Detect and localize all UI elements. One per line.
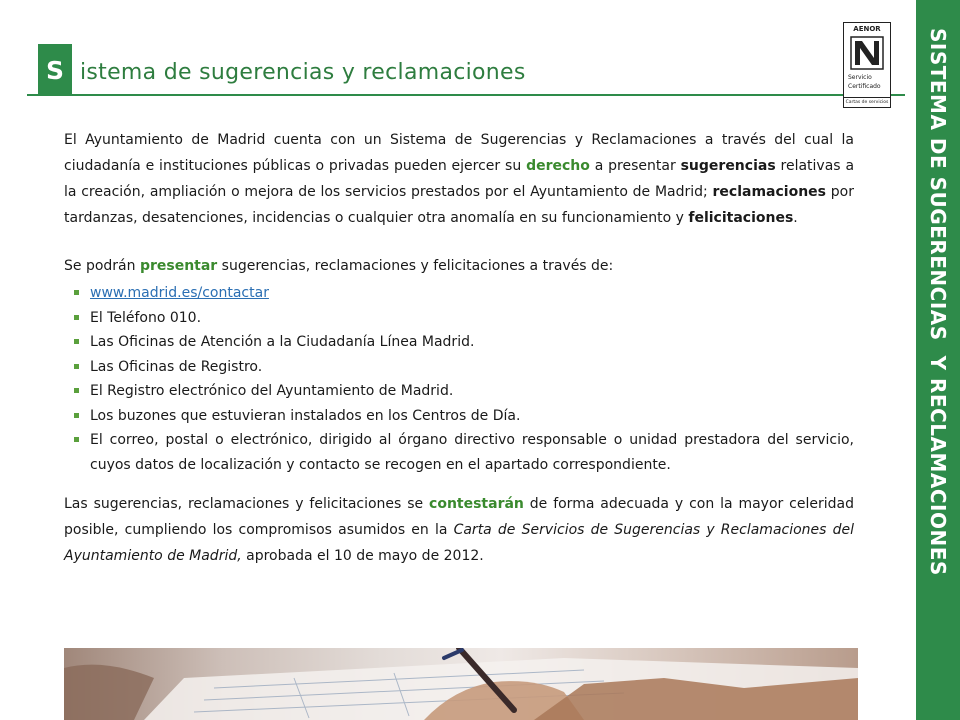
channels-intro-text: sugerencias, reclamaciones y felicitaciones a través de: — [217, 258, 614, 274]
closing-text: aprobada el 10 de mayo de 2012. — [241, 548, 484, 564]
list-item — [64, 306, 854, 331]
aenor-logo-icon — [850, 36, 884, 70]
bullet-icon — [74, 388, 79, 393]
closing-paragraph — [64, 491, 854, 569]
channels-list — [64, 281, 854, 477]
page-title: istema de sugerencias y reclamaciones — [80, 60, 526, 85]
side-title: SISTEMA DE SUGERENCIAS Y RECLAMACIONES — [926, 28, 950, 576]
intro-text: relativas a la creación, ampliación o mejora de los servicios prestados por el Ayuntamiento de Madrid; — [64, 158, 855, 200]
aenor-brand: AENOR — [853, 25, 881, 33]
title-underline — [27, 94, 905, 96]
list-item-text: Las Oficinas de Atención a la Ciudadanía Línea Madrid. — [90, 334, 475, 350]
intro-paragraph — [64, 127, 854, 253]
bullet-icon — [74, 364, 79, 369]
side-title-bar — [916, 0, 960, 720]
bullet-icon — [74, 413, 79, 418]
list-item-text: El Registro electrónico del Ayuntamiento de Madrid. — [90, 383, 454, 399]
photo-illustration — [64, 648, 858, 720]
contact-link[interactable]: www.madrid.es/contactar — [90, 285, 269, 301]
intro-text: . — [793, 210, 798, 226]
channels-intro — [64, 253, 854, 273]
aenor-certification-badge — [843, 22, 891, 108]
list-item — [64, 330, 854, 355]
bullet-icon — [74, 437, 79, 442]
form-writing-photo — [64, 648, 858, 720]
list-item-text: Los buzones que estuvieran instalados en los Centros de Día. — [90, 407, 521, 424]
closing-text: de forma adecuada y con la mayor celeridad posible, cumpliendo los compromisos asumidos en la — [64, 496, 854, 538]
keyword-derecho: derecho — [526, 158, 590, 174]
channels-intro-text: Se podrán — [64, 258, 140, 274]
keyword-felicitaciones: felicitaciones — [688, 210, 794, 226]
bullet-icon — [74, 290, 79, 295]
list-item — [64, 355, 854, 380]
bullet-icon — [74, 339, 79, 344]
charter-title: Carta de Servicios de Sugerencias y Reclamaciones del Ayuntamiento de Madrid, — [64, 522, 854, 564]
list-item — [64, 428, 854, 477]
intro-text: a presentar — [589, 158, 681, 174]
aenor-line-1: Servicio — [848, 74, 872, 81]
intro-text: El Ayuntamiento de Madrid cuenta con un Sistema de Sugerencias y Reclamaciones a través del cual la ciudadanía e instituciones públicas o privadas pueden ejercer su — [64, 132, 854, 174]
list-item-text: El correo, postal o electrónico, dirigido al órgano directivo responsable o unidad prestadora del servicio, cuyos datos de localización y contacto se recogen en el apartado correspondiente. — [90, 432, 854, 473]
list-item-text: Las Oficinas de Registro. — [90, 358, 263, 375]
keyword-reclamaciones: reclamaciones — [712, 184, 827, 200]
closing-text: Las sugerencias, reclamaciones y felicitaciones se — [64, 496, 430, 512]
list-item — [64, 404, 854, 429]
list-item — [64, 379, 854, 404]
keyword-contestaran: contestarán — [429, 496, 524, 512]
keyword-presentar: presentar — [139, 258, 218, 274]
main-content — [64, 127, 854, 569]
aenor-line-2: Certificado — [848, 83, 881, 90]
intro-text: por tardanzas, desatenciones, incidencias o cualquier otra anomalía en su funcionamiento y — [64, 184, 854, 226]
aenor-footer: Cartas de servicios — [844, 97, 890, 107]
title-initial-block: S — [38, 44, 72, 96]
keyword-sugerencias: sugerencias — [680, 158, 776, 174]
list-item — [64, 281, 854, 306]
list-item-text: El Teléfono 010. — [90, 309, 202, 326]
bullet-icon — [74, 315, 79, 320]
